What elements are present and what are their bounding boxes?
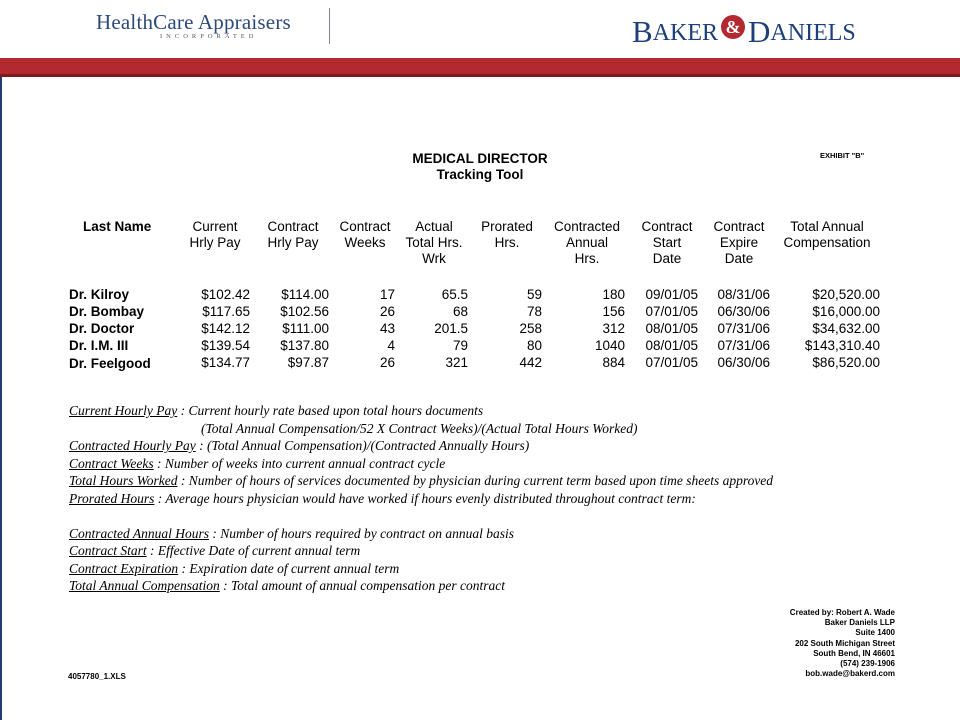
- cell-actual-total-hrs: 321: [445, 355, 468, 370]
- definition-contracted-annual-hours: Contracted Annual Hours : Number of hours required by contract on annual basis: [69, 525, 514, 541]
- table-row: [0, 286, 960, 303]
- table-row: [0, 337, 960, 354]
- created-by-firm: Baker Daniels LLP: [824, 618, 895, 628]
- cell-prorated-hrs: 442: [519, 355, 542, 370]
- created-by-name: Created by: Robert A. Wade: [789, 608, 895, 617]
- header-contracted-annual-hrs: Contracted Annual Hrs.: [553, 219, 621, 266]
- created-by-email: bob.wade@bakerd.com: [805, 669, 895, 679]
- created-by-block: [790, 608, 895, 679]
- cell-total-annual-compensation: $20,520.00: [812, 287, 880, 302]
- cell-actual-total-hrs: 68: [452, 304, 468, 319]
- cell-contract-hrly-pay: $111.00: [282, 321, 329, 336]
- cell-last-name: Dr. Feelgood: [69, 356, 151, 371]
- cell-contract-weeks: 26: [379, 355, 395, 370]
- cell-contract-weeks: 26: [379, 304, 395, 319]
- created-by-city: South Bend, IN 46601: [813, 648, 895, 658]
- cell-total-annual-compensation: $34,632.00: [812, 321, 880, 336]
- definition-total-annual-compensation: Total Annual Compensation : Total amount of annual compensation per contract: [69, 578, 506, 594]
- header-contract-hrly-pay: Contract Hrly Pay: [267, 219, 319, 250]
- definition-contract-expiration: Contract Expiration : Expiration date of current annual term: [69, 560, 400, 576]
- cell-actual-total-hrs: 201.5: [434, 321, 468, 336]
- header-contract-weeks: Contract Weeks: [339, 219, 391, 250]
- cell-contract-hrly-pay: $114.00: [281, 287, 329, 302]
- healthcare-appraisers-subtitle: INCORPORATED: [160, 33, 258, 40]
- cell-contract-start-date: 08/01/05: [645, 321, 698, 336]
- cell-current-hrly-pay: $139.54: [201, 338, 250, 353]
- created-by-suite: Suite 1400: [855, 628, 895, 638]
- cell-contracted-annual-hrs: 1040: [594, 338, 625, 353]
- cell-last-name: Dr. Bombay: [69, 304, 145, 319]
- baker-rest: AKER: [652, 20, 719, 46]
- header-total-annual-compensation: Total Annual Compensation: [783, 219, 871, 250]
- definition-spacer: [69, 508, 773, 525]
- definition-prorated-hours: Prorated Hours : Average hours physician would have worked if hours evenly distributed throughout contract term:: [69, 490, 696, 506]
- definition-total-hours-worked: Total Hours Worked : Number of hours of services documented by physician during current term based upon time sheets approved: [69, 473, 774, 489]
- definition-contracted-hourly-pay: Contracted Hourly Pay : (Total Annual Compensation)/(Contracted Annually Hours): [69, 438, 530, 454]
- cell-contract-start-date: 08/01/05: [645, 338, 698, 353]
- baker-daniels-logo: [632, 14, 856, 47]
- cell-contract-start-date: 07/01/05: [645, 304, 698, 319]
- cell-contract-expire-date: 06/30/06: [717, 304, 770, 319]
- cell-contract-weeks: 43: [379, 321, 395, 336]
- header-red-bar-shadow: [0, 74, 960, 77]
- daniels-first-letter: D: [748, 14, 771, 49]
- table-row: [0, 303, 960, 320]
- definition-formula: (Total Annual Compensation/52 X Contract Weeks)/(Actual Total Hours Worked): [201, 420, 638, 436]
- title-line-2: Tracking Tool: [436, 167, 524, 182]
- cell-last-name: Dr. Doctor: [69, 321, 135, 336]
- table-row: [0, 354, 960, 371]
- cell-prorated-hrs: 59: [526, 287, 542, 302]
- cell-contract-weeks: 4: [387, 338, 395, 353]
- file-name: 4057780_1.XLS: [68, 672, 126, 681]
- header-prorated-hrs: Prorated Hrs.: [481, 219, 533, 250]
- cell-contract-hrly-pay: $97.87: [287, 355, 329, 370]
- header-contract-start-date: Contract Start Date: [641, 219, 693, 266]
- header-red-bar: [0, 58, 960, 74]
- cell-contracted-annual-hrs: 312: [602, 321, 625, 336]
- definition-contract-weeks: Contract Weeks : Number of weeks into current annual contract cycle: [69, 455, 446, 471]
- title-line-1: MEDICAL DIRECTOR: [412, 151, 548, 166]
- cell-prorated-hrs: 78: [526, 304, 542, 319]
- cell-contract-expire-date: 07/31/06: [717, 321, 770, 336]
- svg-text:&: &: [725, 17, 741, 37]
- created-by-phone: (574) 239-1906: [840, 659, 895, 669]
- cell-contract-expire-date: 08/31/06: [717, 287, 770, 302]
- cell-contracted-annual-hrs: 180: [602, 287, 625, 302]
- cell-last-name: Dr. Kilroy: [69, 287, 130, 302]
- cell-contracted-annual-hrs: 884: [602, 355, 625, 370]
- definition-contract-start: Contract Start : Effective Date of current annual term: [69, 543, 361, 559]
- logo-divider: [329, 8, 330, 44]
- header-contract-expire-date: Contract Expire Date: [713, 219, 765, 266]
- cell-prorated-hrs: 80: [526, 338, 542, 353]
- cell-total-annual-compensation: $16,000.00: [812, 304, 880, 319]
- exhibit-label: EXHIBIT "B": [820, 151, 865, 160]
- cell-current-hrly-pay: $102.42: [201, 287, 250, 302]
- definitions-list: [69, 402, 773, 595]
- cell-contract-hrly-pay: $137.80: [280, 338, 329, 353]
- cell-prorated-hrs: 258: [519, 321, 542, 336]
- slide-header: [0, 0, 960, 58]
- cell-contract-expire-date: 07/31/06: [717, 338, 770, 353]
- header-current-hrly-pay: Current Hrly Pay: [189, 219, 241, 250]
- cell-contract-start-date: 09/01/05: [645, 287, 698, 302]
- cell-total-annual-compensation: $143,310.40: [804, 338, 880, 353]
- ampersand-icon: [720, 14, 746, 45]
- header-last-name: Last Name: [83, 219, 152, 234]
- created-by-street: 202 South Michigan Street: [794, 638, 895, 648]
- healthcare-appraisers-logo: [96, 10, 291, 40]
- cell-current-hrly-pay: $134.77: [201, 355, 250, 370]
- baker-first-letter: B: [632, 14, 653, 49]
- table-row: [0, 320, 960, 337]
- cell-contract-start-date: 07/01/05: [645, 355, 698, 370]
- daniels-rest: ANIELS: [770, 20, 856, 46]
- cell-current-hrly-pay: $142.12: [201, 321, 250, 336]
- cell-contract-hrly-pay: $102.56: [280, 304, 329, 319]
- cell-contract-expire-date: 06/30/06: [717, 355, 770, 370]
- cell-current-hrly-pay: $117.65: [202, 304, 250, 319]
- healthcare-appraisers-name: HealthCare Appraisers: [96, 10, 291, 34]
- cell-last-name: Dr. I.M. III: [69, 338, 129, 353]
- cell-actual-total-hrs: 65.5: [441, 287, 468, 302]
- cell-total-annual-compensation: $86,520.00: [812, 355, 880, 370]
- cell-contracted-annual-hrs: 156: [602, 304, 625, 319]
- cell-contract-weeks: 17: [379, 287, 395, 302]
- header-actual-total-hrs: Actual Total Hrs. Wrk: [405, 219, 463, 266]
- definition-current-hourly-pay: Current Hourly Pay : Current hourly rate based upon total hours documents: [69, 403, 484, 418]
- left-border-line: [0, 77, 2, 720]
- cell-actual-total-hrs: 79: [452, 338, 468, 353]
- document-title: [380, 151, 580, 183]
